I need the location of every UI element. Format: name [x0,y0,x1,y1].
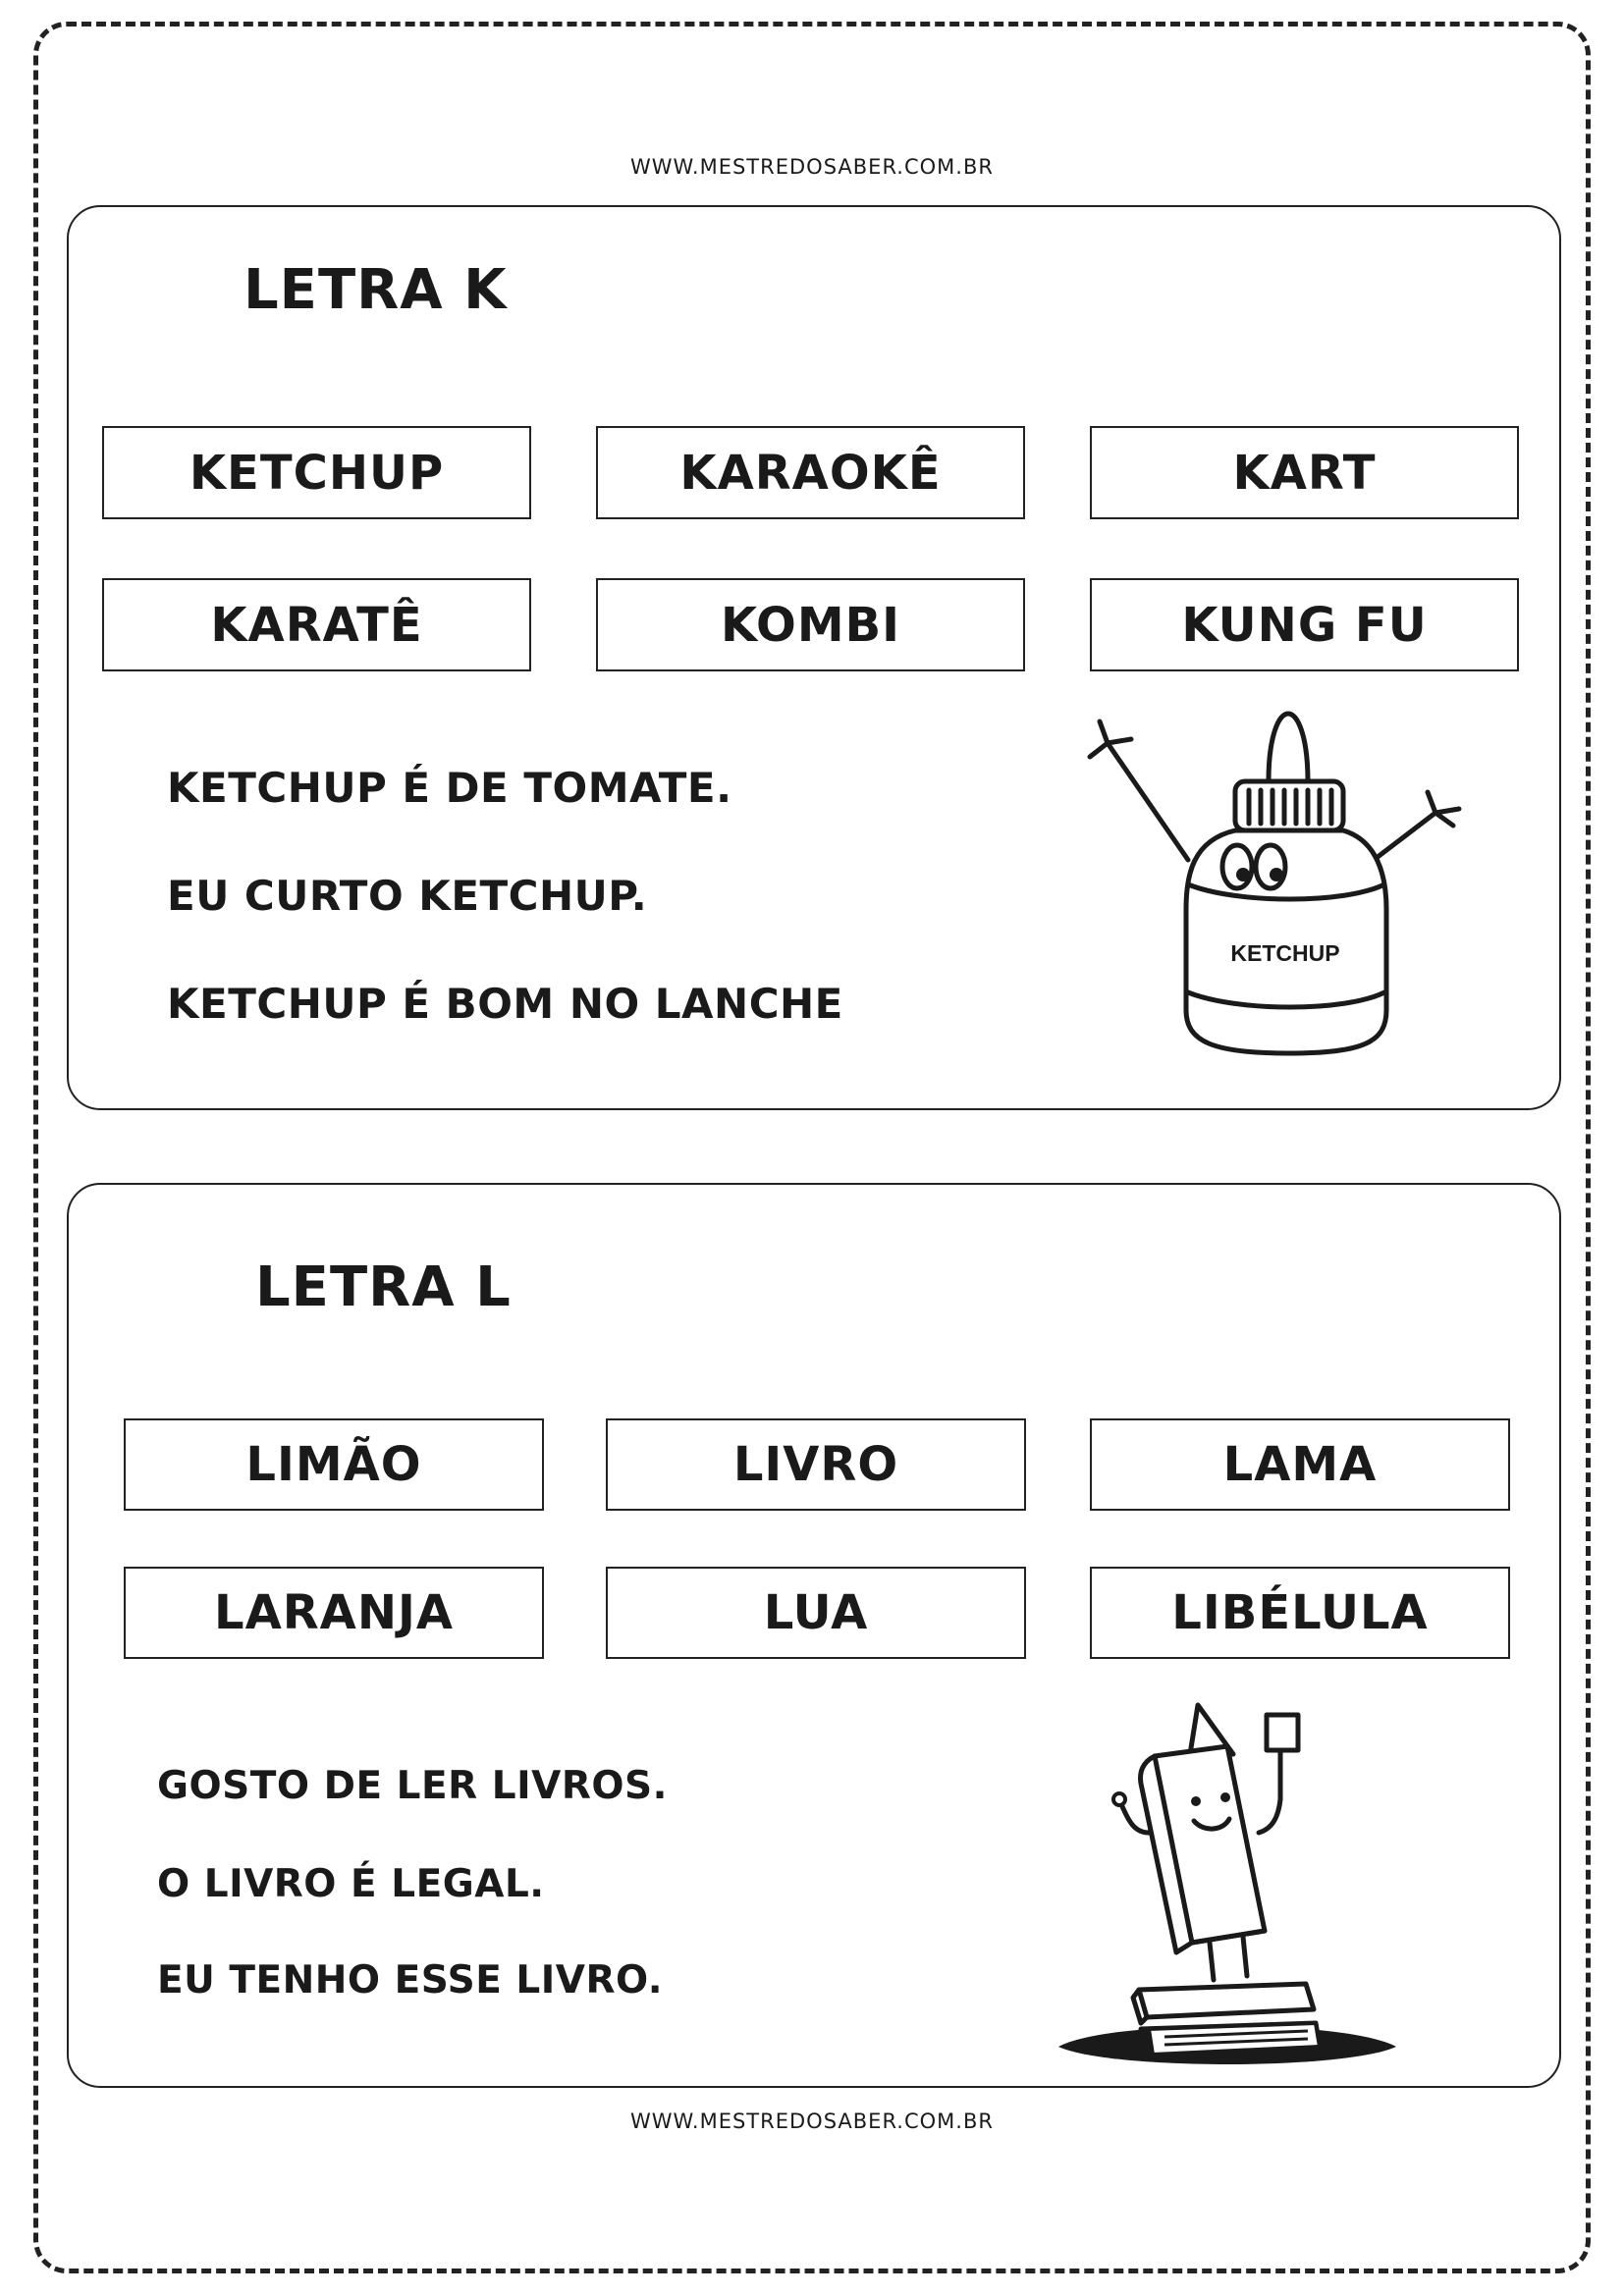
word-box: LAMA [1090,1418,1510,1511]
word-box: LIBÉLULA [1090,1567,1510,1659]
word-box: KUNG FU [1090,578,1519,671]
ketchup-label: KETCHUP [1230,940,1340,966]
section-k-panel [67,205,1561,1110]
word-box: KART [1090,426,1519,519]
word-box: KARATÊ [102,578,531,671]
ketchup-bottle-icon [1070,698,1522,1063]
word-box: LIVRO [606,1418,1026,1511]
word-box: LIMÃO [124,1418,544,1511]
section-l-title: LETRA L [255,1255,512,1319]
word-box: KETCHUP [102,426,531,519]
sentence: KETCHUP É DE TOMATE. [167,764,732,812]
section-k-title: LETRA K [244,258,508,322]
word-box: LUA [606,1567,1026,1659]
sentence: EU CURTO KETCHUP. [167,872,648,920]
footer-site-url: WWW.MESTREDOSABER.COM.BR [630,2109,994,2133]
sentence: EU TENHO ESSE LIVRO. [157,1958,664,2002]
sentence: KETCHUP É BOM NO LANCHE [167,980,843,1028]
sentence: GOSTO DE LER LIVROS. [157,1764,668,1808]
book-character-icon [1051,1685,1424,2078]
section-l-panel [67,1183,1561,2088]
word-box: LARANJA [124,1567,544,1659]
word-box: KARAOKÊ [596,426,1025,519]
sentence: O LIVRO É LEGAL. [157,1862,545,1906]
header-site-url: WWW.MESTREDOSABER.COM.BR [630,155,994,179]
word-box: KOMBI [596,578,1025,671]
